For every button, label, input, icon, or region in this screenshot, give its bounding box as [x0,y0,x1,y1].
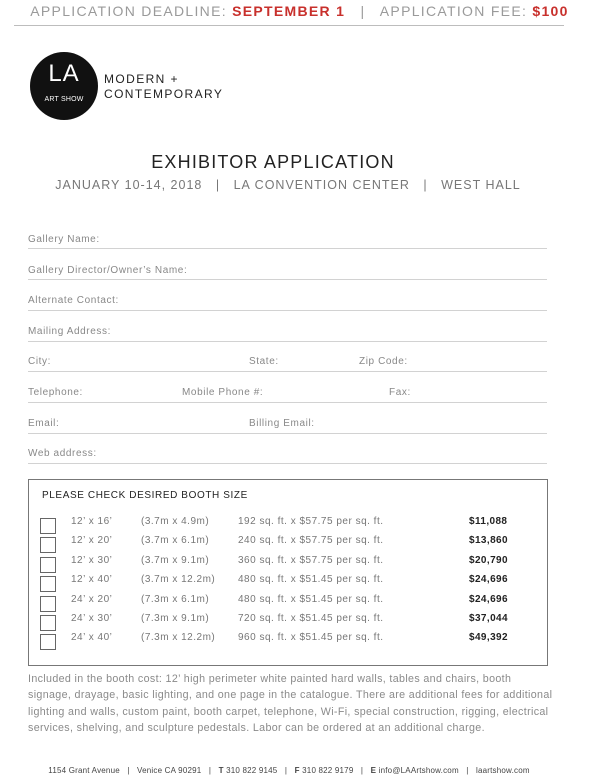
footer-email[interactable]: info@LAArtshow.com [378,766,459,775]
booth-area-rate: 480 sq. ft. x $51.45 per sq. ft. [238,594,384,605]
web-address-label: Web address: [28,448,97,459]
separator: | [215,178,221,192]
booth-checkbox[interactable] [40,518,56,534]
booth-size: 12’ x 20’ [71,535,113,546]
booth-price: $49,392 [469,632,508,643]
booth-metric: (3.7m x 9.1m) [141,555,210,566]
booth-checkbox[interactable] [40,557,56,573]
booth-price: $11,088 [469,516,508,527]
booth-size: 12’ x 40’ [71,574,113,585]
booth-size: 12’ x 30’ [71,555,113,566]
gallery-name-field[interactable] [28,248,547,249]
footer-email-label: E [370,766,377,775]
booth-size-title: PLEASE CHECK DESIRED BOOTH SIZE [42,490,248,501]
city-label: City: [28,356,51,367]
booth-checkbox[interactable] [40,596,56,612]
director-field[interactable] [28,279,547,280]
event-dates: JANUARY 10-14, 2018 [55,178,203,192]
booth-price: $37,044 [469,613,508,624]
booth-metric: (7.3m x 12.2m) [141,632,216,643]
mailing-address-label: Mailing Address: [28,326,111,337]
event-details [0,178,576,192]
footer-phone: 310 822 9145 [226,766,278,775]
booth-checkbox[interactable] [40,634,56,650]
zip-label: Zip Code: [359,356,408,367]
logo-line-1: MODERN + [104,72,179,86]
booth-price: $13,860 [469,535,508,546]
state-label: State: [249,356,279,367]
fee-value: $100 [532,3,569,19]
footer-contact [0,766,578,775]
separator: | [127,766,130,775]
city-state-zip-field[interactable] [28,371,547,372]
separator: | [360,766,364,775]
booth-checkbox[interactable] [40,537,56,553]
mobile-label: Mobile Phone #: [182,387,264,398]
booth-area-rate: 192 sq. ft. x $57.75 per sq. ft. [238,516,384,527]
fee-label: APPLICATION FEE: [379,3,528,19]
mailing-address-field[interactable] [28,341,547,342]
footer-address: 1154 Grant Avenue [48,766,120,775]
la-art-show-logo [30,52,98,120]
alternate-contact-field[interactable] [28,310,547,311]
deadline-label: APPLICATION DEADLINE: [30,3,227,19]
separator: | [423,178,428,192]
footer-website[interactable]: laartshow.com [475,766,530,775]
page-title: EXHIBITOR APPLICATION [151,152,395,172]
separator: | [208,766,212,775]
footer-phone-label: T [218,766,224,775]
separator: | [466,766,469,775]
included-note: Included in the booth cost: 12’ high perimeter white painted hard walls, tables and chairs, booth signage, drayage, basic lighting, and one page in the catalogue. There are additional fees for additional lighting and walls, custom paint, booth carpet, telephone, Wi-Fi, special construction, rigging, electrical services, shelving, and sculpture pedestals. Labor can be ordered at an additional charge. [28,673,553,735]
booth-area-rate: 240 sq. ft. x $57.75 per sq. ft. [238,535,384,546]
booth-metric: (7.3m x 9.1m) [141,613,210,624]
deadline-value: SEPTEMBER 1 [232,3,346,19]
booth-size: 12’ x 16’ [71,516,113,527]
booth-metric: (3.7m x 12.2m) [141,574,216,585]
booth-area-rate: 480 sq. ft. x $51.45 per sq. ft. [238,574,384,585]
booth-area-rate: 720 sq. ft. x $51.45 per sq. ft. [238,613,384,624]
booth-size: 24’ x 30’ [71,613,113,624]
booth-metric: (7.3m x 6.1m) [141,594,210,605]
fax-label: Fax: [389,387,411,398]
booth-size: 24’ x 40’ [71,632,113,643]
booth-size: 24’ x 20’ [71,594,113,605]
booth-price: $24,696 [469,574,508,585]
deadline-banner [0,3,599,19]
booth-area-rate: 960 sq. ft. x $51.45 per sq. ft. [238,632,384,643]
booth-checkbox[interactable] [40,576,56,592]
footer-fax: 310 822 9179 [302,766,354,775]
separator: | [284,766,288,775]
booth-metric: (3.7m x 6.1m) [141,535,210,546]
booth-metric: (3.7m x 4.9m) [141,516,210,527]
alternate-contact-label: Alternate Contact: [28,295,119,306]
booth-area-rate: 360 sq. ft. x $57.75 per sq. ft. [238,555,384,566]
logo-tagline [104,72,223,102]
phone-fields[interactable] [28,402,547,403]
header-divider [14,25,564,26]
event-hall: WEST HALL [441,178,521,192]
email-fields[interactable] [28,433,547,434]
director-label: Gallery Director/Owner’s Name: [28,265,188,276]
logo-mark: LA [48,60,80,87]
billing-email-label: Billing Email: [249,418,315,429]
logo-mark-sub: ART SHOW [44,96,84,103]
booth-price: $20,790 [469,555,508,566]
booth-price: $24,696 [469,594,508,605]
footer-city: Venice CA 90291 [137,766,202,775]
telephone-label: Telephone: [28,387,83,398]
separator: | [360,3,366,19]
event-venue: LA CONVENTION CENTER [233,178,410,192]
email-label: Email: [28,418,60,429]
web-address-field[interactable] [28,463,547,464]
gallery-name-label: Gallery Name: [28,234,100,245]
logo-line-2: CONTEMPORARY [104,87,224,101]
booth-checkbox[interactable] [40,615,56,631]
footer-fax-label: F [294,766,300,775]
